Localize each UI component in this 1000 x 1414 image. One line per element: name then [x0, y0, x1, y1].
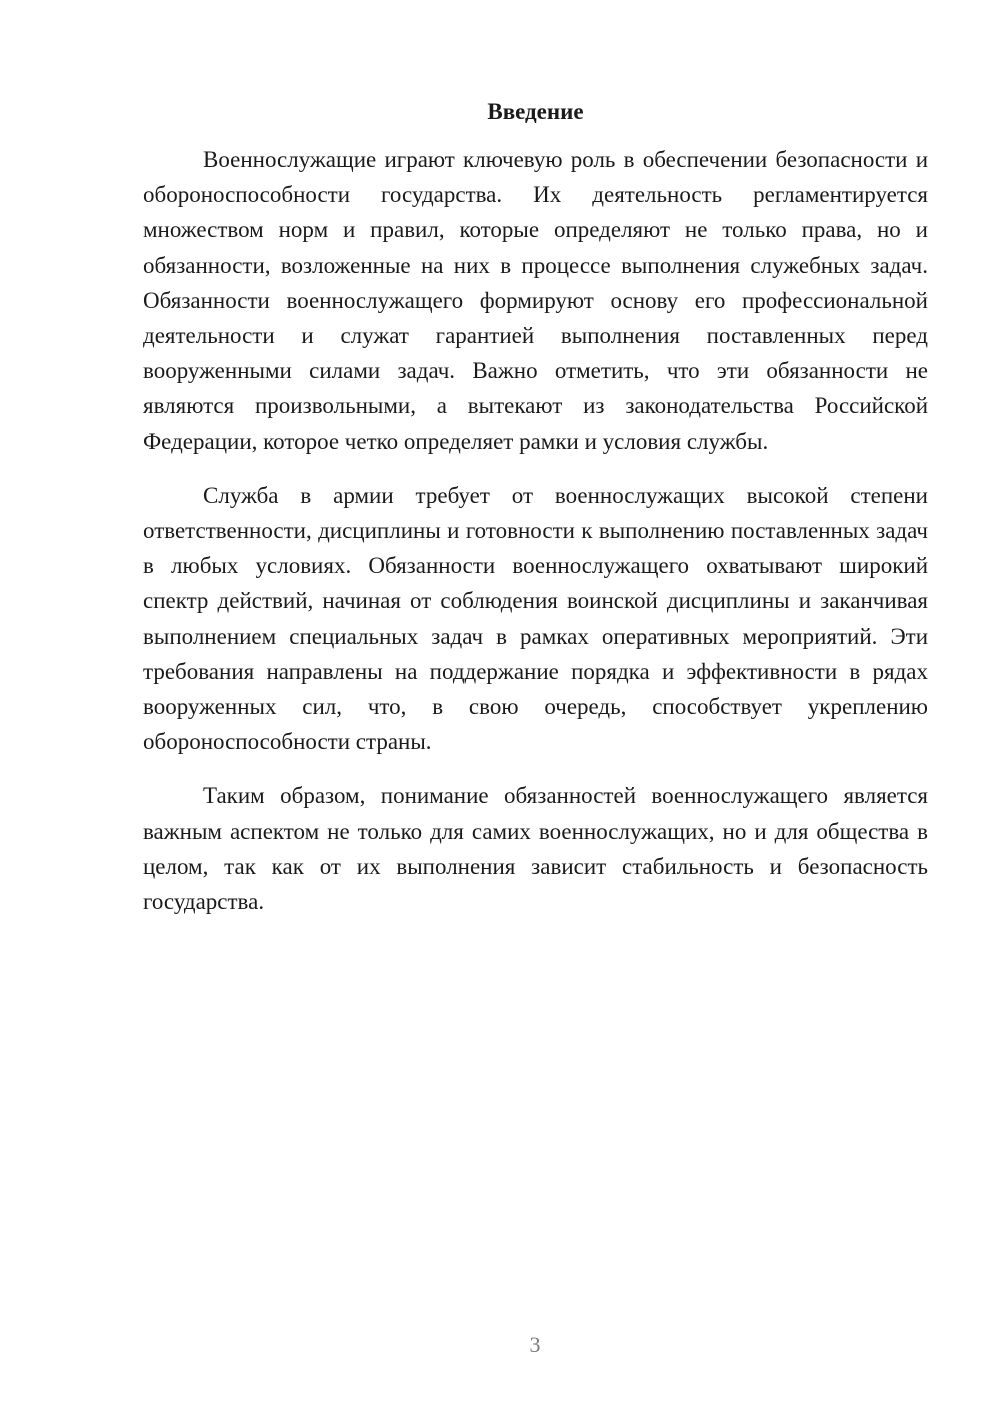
- paragraph-2: Служба в армии требует от военнослужащих высокой степени ответственности, дисциплины и готовности к выполнению поставленных задач в любых условиях. Обязанности военнослужащего охватывают широкий спектр действий, начиная от соблюдения воинской дисциплины и заканчивая выполнением специальных задач в рамках оперативных мероприятий. Эти требования направлены на поддержание порядка и эффективности в рядах вооруженных сил, что, в свою очередь, способствует укреплению обороноспособности страны.: [143, 482, 928, 755]
- paragraph-3: Таким образом, понимание обязанностей военнослужащего является важным аспектом не только для самих военнослужащих, но и для общества в целом, так как от их выполнения зависит стабильность и безопасность государства.: [143, 783, 928, 915]
- section-title: Введение: [487, 99, 584, 124]
- page-number: 3: [529, 1332, 541, 1357]
- paragraph-1: Военнослужащие играют ключевую роль в обеспечении безопасности и обороноспособности государства. Их деятельность регламентируется множеством норм и правил, которые определяют не только права, но и обязанности, возложенные на них в процессе выполнения служебных задач. Обязанности военнослужащего формируют основу его профессиональной деятельности и служат гарантией выполнения поставленных перед вооруженными силами задач. Важно отметить, что эти обязанности не являются произвольными, а вытекают из законодательства Российской Федерации, которое четко определяет рамки и условия службы.: [143, 147, 928, 454]
- page-content: [143, 94, 928, 938]
